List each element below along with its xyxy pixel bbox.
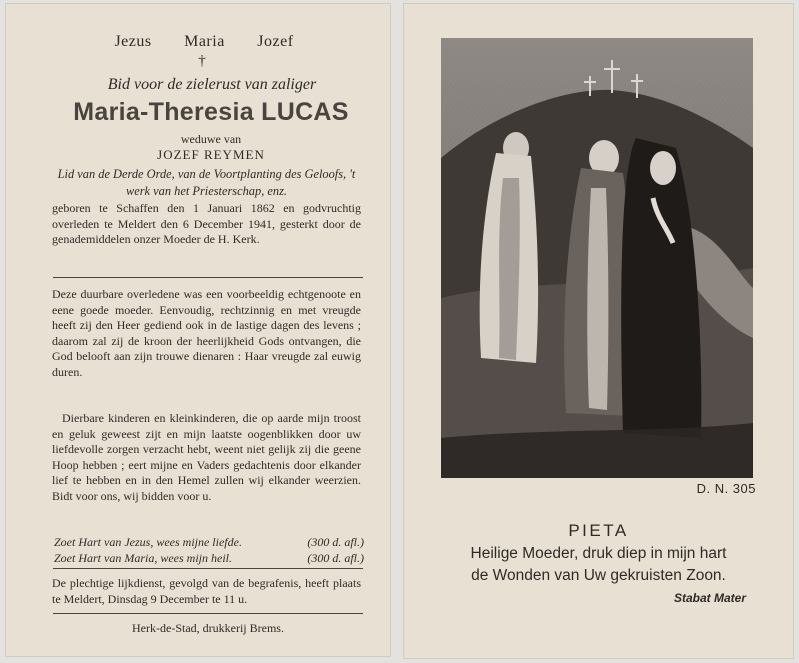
widow-of-label: weduwe van bbox=[180, 132, 242, 146]
pieta-artwork bbox=[441, 38, 753, 478]
prayer-invocation: Bid voor de zielerust van zaliger bbox=[107, 76, 317, 93]
funeral-notice: De plechtige lijkdienst, gevolgd van de begrafenis, heeft plaats te Meldert, Dinsdag 9 December te 11 u. bbox=[52, 576, 361, 606]
tribute-paragraph: Deze duurbare overledene was een voorbeeldig echtgenoote en eene goede moeder. Eenvoudig, rechtzinnig en met vreugde heeft zij den Heer gediend ook in de lastige dagen des levens ; daarom zal zij de kroon der heerlijkheid Gods ontvangen, die God belooft aan zijn trouwe dienaren : Haar vreugde zal euwig duren. bbox=[52, 287, 361, 379]
deceased-name: Maria-Theresia LUCAS bbox=[73, 98, 349, 126]
printer-credit: Herk-de-Stad, drukkerij Brems. bbox=[132, 621, 284, 635]
holy-family-names: Jezus Maria Jozef bbox=[114, 33, 294, 50]
birth-death-text: geboren te Schaffen den 1 Januari 1862 en godvruchtig overleden te Meldert den 6 December 1941, gesterkt door de genademiddelen onzer Moeder de H. Kerk. bbox=[52, 201, 361, 247]
pieta-illustration bbox=[441, 38, 753, 478]
verse bbox=[403, 543, 794, 587]
prayer-card-image-side bbox=[403, 3, 794, 659]
plate-number: D. N. 305 bbox=[696, 481, 756, 496]
ejaculation-sacred-heart bbox=[54, 535, 364, 550]
cross-icon: † bbox=[198, 53, 206, 69]
indulgence-note: (300 d. afl.) bbox=[307, 551, 364, 565]
memberships: Lid van de Derde Orde, van de Voortplanting des Geloofs, 't werk van het Priesterschap, enz. bbox=[57, 167, 356, 198]
husband-name: JOZEF REYMEN bbox=[157, 147, 265, 162]
image-title: PIETA bbox=[568, 521, 629, 540]
farewell-paragraph: Dierbare kinderen en kleinkinderen, die op aarde mijn troost en geluk geweest zijt en mijn laatste oogenblikken door uw liefdevolle zorgen verzacht hebt, weent niet gelijk zij die geene Hoop hebben ; eert mijne en Vaders gedachtenis door elkander lief te hebben en in den Hemel zullen wij elkander weerzien. Bidt voor ons, wij bidden voor u. bbox=[52, 411, 361, 503]
divider bbox=[53, 277, 363, 278]
ejaculation-heart-of-mary bbox=[54, 551, 364, 566]
divider bbox=[53, 568, 363, 569]
divider bbox=[53, 613, 363, 614]
verse-line: de Wonden van Uw gekruisten Zoon. bbox=[471, 567, 726, 584]
ejaculation-text: Zoet Hart van Jezus, wees mijne liefde. bbox=[54, 535, 242, 549]
indulgence-note: (300 d. afl.) bbox=[307, 535, 364, 549]
prayer-card-text-side bbox=[5, 3, 391, 657]
verse-source: Stabat Mater bbox=[673, 591, 746, 605]
ejaculation-text: Zoet Hart van Maria, wees mijn heil. bbox=[54, 551, 232, 565]
verse-line: Heilige Moeder, druk diep in mijn hart bbox=[470, 545, 727, 562]
